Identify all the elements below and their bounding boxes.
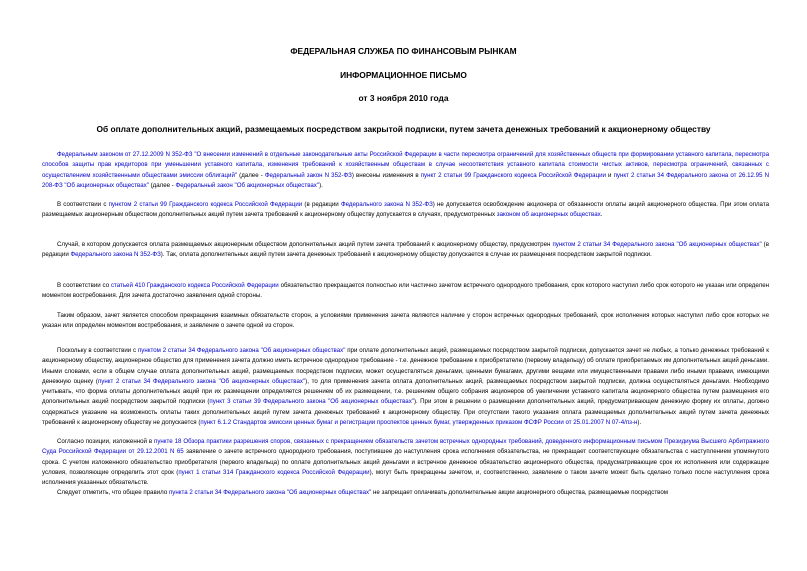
paragraph-text: ) внесены изменения в (351, 171, 421, 179)
paragraph-text: Случай, в котором допускается оплата размещаемых акционерным обществом дополнительных акций путем зачета требований к акционерному обществу, предусмотрен (57, 241, 553, 248)
reference-link[interactable]: Федеральным законом от 27.12.2009 N 352-ФЗ "О внесении изменений в отдельные законодательные акты Российской Федерации в части пересмотра ограничений для хозяйственных обществ при формировании уставного капитала, пересмотра способов защиты прав кредиторов при уменьшении уставного капитала, изменения требований к хозяйственным обществам в случае несоответствия уставного капитала стоимости чистых активов, пересмотра ограничений, связанных с осуществлением хозяйственными обществами эмиссии облигаций" (42, 151, 769, 179)
agency-heading: ФЕДЕРАЛЬНАЯ СЛУЖБА ПО ФИНАНСОВЫМ РЫНКАМ (290, 46, 517, 56)
paragraph-text: не запрещает оплачивать дополнительные акции акционерного общества, размещаемые посредством (371, 489, 668, 496)
paragraph-8 (42, 488, 769, 498)
paragraph-7 (42, 437, 769, 488)
reference-link[interactable]: Федеральный закон "Об акционерных обществах" (175, 181, 320, 189)
paragraph-text: (далее - (148, 181, 176, 189)
reference-link[interactable]: законом об акционерных обществах (496, 211, 601, 219)
reference-link[interactable]: пунктом 2 статьи 34 Федерального закона "Об акционерных обществах" (137, 347, 346, 354)
paragraph-text: (в редакции (302, 201, 341, 208)
paragraph-text: (в редакции (42, 241, 769, 259)
document-type-heading: ИНФОРМАЦИОННОЕ ПИСЬМО (340, 70, 467, 80)
reference-link[interactable]: пункт 1 статьи 314 Гражданского кодекса Российской Федерации (178, 468, 370, 476)
paragraph-text: обязательство прекращается полностью или частично зачетом встречного однородного требования, срок которого наступил либо срок которого не указан или определен моментом востребования. Для зачета достаточно заявления одной стороны. (42, 282, 769, 300)
paragraph-text: ). (637, 419, 642, 427)
reference-link[interactable]: пункт 2 статьи 99 Гражданского кодекса Российской Федерации (420, 171, 606, 179)
paragraph-text: ) не допускается освобождение акционера от обязанности оплаты акций акционерного общества. При этом оплата размещаемых акционерным обществом дополнительных акций путем зачета требований к акционерному обществу допускается в случаях, предусмотренных (42, 201, 769, 219)
reference-link[interactable]: Федерального закона N 352-ФЗ (70, 251, 161, 259)
reference-link[interactable]: Федерального закона N 352-ФЗ (340, 201, 433, 208)
reference-link[interactable]: пункт 2 статьи 34 Федерального закона от 26.12.95 N 208-ФЗ "Об акционерных обществах" (42, 171, 769, 189)
reference-link[interactable]: пунктом 2 статьи 34 Федерального закона "Об акционерных обществах" (552, 241, 762, 248)
reference-link[interactable]: пункте 18 Обзора практики разрешения споров, связанных с прекращением обязательств зачетом встречных однородных требований, доведенного информационным письмом Президиума Высшего Арбитражного Суда Российской Федерации от 29.12.2001 N 65 (42, 438, 769, 456)
paragraph-6 (42, 346, 769, 428)
paragraph-text: ), то для применения зачета оплата дополнительных акций, размещаемых посредством закрытой подписки, должна осуществляться деньгами. Необходимо учитывать, что форма оплаты дополнительных акций при их размещении определяется решением об их размещении, т.е. решением общего собрания акционеров об увеличении уставного капитала акционерного общества путем размещения его дополнительных акций посредством закрытой подписки ( (42, 377, 769, 406)
document-date: от 3 ноября 2010 года (358, 93, 449, 103)
reference-link[interactable]: пункт 2 статьи 34 Федерального закона "Об акционерных обществах" (97, 377, 306, 385)
paragraph-5 (42, 311, 769, 332)
reference-link[interactable]: пунктом 2 статьи 99 Гражданского кодекса Российской Федерации (108, 201, 303, 208)
paragraph-text: В соответствии с (57, 201, 109, 208)
paragraph-text: Согласно позиции, изложенной в (57, 438, 154, 445)
paragraph-4 (42, 281, 769, 302)
reference-link[interactable]: пункта 2 статьи 34 Федерального закона "Об акционерных обществах" (168, 489, 372, 496)
reference-link[interactable]: Федеральный закон N 352-ФЗ (264, 171, 352, 179)
reference-link[interactable]: статьей 410 Гражданского кодекса Российской Федерации (110, 282, 279, 289)
paragraph-3 (42, 240, 769, 261)
document-title: Об оплате дополнительных акций, размещаемых посредством закрытой подписки, путем зачета денежных требований к акционерному обществу (96, 124, 711, 134)
paragraph-text: ). При этом в решении о размещении дополнительных акций, предусматривающем денежную форму их оплаты, должно содержаться указание на возможность оплаты таких дополнительных акций путем зачета денежных требований к акционерному обществу. При отсутствии такого указания оплата размещаемых дополнительных акций путем зачета денежных требований к акционерному обществу не допускается ( (42, 398, 769, 427)
paragraph-text: при оплате дополнительных акций, размещаемых посредством закрытой подписки, допускается зачет не любых, а только денежных требований к акционерному обществу, акционерное общество для применения зачета должно иметь встречное однородное требование - т.е. денежное требование к приобретателю (первому владельцу) об оплате приобретаемых им дополнительных акций деньгами. Иными словами, если в общем случае оплата дополнительных акций, размещаемых посредством подписки, может осуществляться деньгами, ценными бумагами, другими вещами или имущественными правами либо иными правами, имеющими денежную оценку ( (42, 347, 769, 385)
reference-link[interactable]: пункт 3 статьи 39 Федерального закона "Об акционерных обществах" (209, 398, 414, 406)
paragraph-text: Таким образом, зачет является способом прекращения взаимных обязательств сторон, а условиями применения зачета являются наличие у сторон встречных однородных требований, срок исполнения которых наступил либо срок которых не указан или определен моментом востребования, и заявление о зачете одной из сторон. (42, 312, 769, 330)
paragraph-1 (42, 150, 769, 191)
paragraph-text: и (605, 171, 614, 179)
paragraph-text: Поскольку в соответствии с (57, 347, 138, 354)
reference-link[interactable]: пункт 6.1.2 Стандартов эмиссии ценных бумаг и регистрации проспектов ценных бумаг, утвержденных приказом ФСФР России от 25.01.2007 N 07-4/пз-н (200, 419, 638, 427)
paragraph-text: заявление о зачете встречного однородного требования, поступившее до наступления срока исполнения обязательства, не прекращает соответствующие обязательства с наступлением упомянутого срока. С учетом изложенного обязательство приобретателя (первого владельца) по оплате дополнительных акций деньгами и встречное денежное обязательство акционерного общества, предусматривающие срок их исполнения или содержащие условия, позволяющие определить этот срок ( (42, 448, 769, 476)
paragraph-text: В соответствии со (57, 282, 111, 289)
paragraph-text: ), могут быть прекращены зачетом, и, соответственно, заявление о таком зачете может быть сделано только после наступления срока исполнения указанных обязательств. (42, 468, 769, 487)
paragraph-text: Следует отметить, что общее правило (57, 489, 169, 496)
paragraph-text: ). (319, 181, 323, 189)
paragraph-text: (далее - (237, 171, 265, 179)
paragraph-text: ). Так, оплата дополнительных акций путем зачета денежных требований к акционерному обществу допускается в случае их размещения посредством закрытой подписки. (160, 251, 652, 259)
paragraph-2 (42, 200, 769, 221)
paragraph-text: . (600, 211, 603, 219)
